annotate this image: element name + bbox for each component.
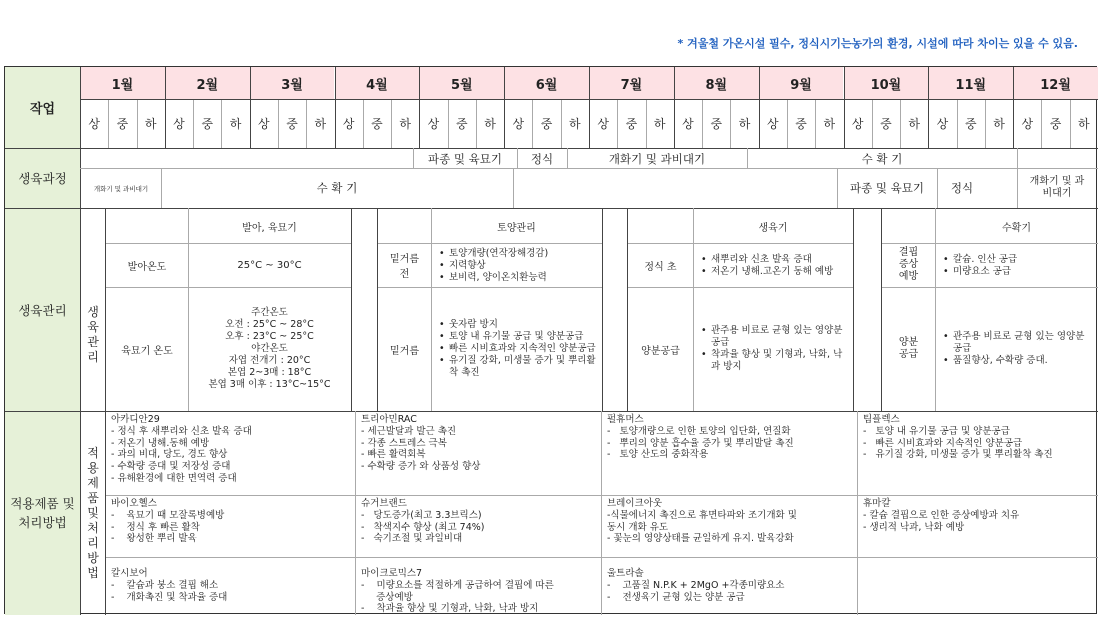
gp-row2-planting: 정식: [950, 181, 974, 195]
month-7-period-1: 상: [597, 117, 609, 131]
month-4-period-1: 상: [342, 117, 355, 131]
stage2-pre-label: 밑거름 전: [390, 254, 419, 280]
month-9-period-1: 상: [766, 117, 779, 131]
seedling-temp-line: 오후 : 23°C ~ 25°C: [225, 331, 314, 342]
gp-row2-flowering: 개화기 및 과비대기: [93, 184, 149, 193]
product-effect: - 토양 내 유기물 공급 및 양분공급: [863, 425, 1010, 437]
stage3-planting-label: 정식 초: [644, 261, 677, 273]
gp-row1-harvest: 수 확 기: [861, 152, 903, 166]
stage4-nutrient-item: • 품질향상, 수확량 증대.: [941, 355, 1096, 367]
management-vertical: 생 육 관 리: [87, 305, 99, 364]
month-8-period-3: 하: [738, 117, 751, 131]
month-9-period-2: 중: [795, 117, 807, 131]
stage3-nutrient-item: • 착과율 향상 및 기형과, 낙화, 낙과 방지: [699, 349, 851, 373]
product-effect: - 과의 비대, 당도, 경도 향상: [111, 449, 228, 461]
product-name: 휴마칼: [863, 498, 891, 509]
stage4-deficiency-item: • 미량요소 공급: [941, 266, 1017, 278]
product-effect: - 정식 후 빠른 활착: [111, 521, 200, 533]
seedling-temp-line: 주간온도: [251, 307, 288, 318]
month-5-period-2: 중: [455, 117, 468, 131]
product-card: [602, 558, 857, 615]
product-name: 마이크로믹스7: [361, 568, 423, 579]
stage4-deficiency-item: • 칼슘. 인산 공급: [941, 254, 1017, 266]
product-effect: - 착색지수 향상 (최고 74%): [361, 521, 485, 533]
month-12-period-3: 하: [1078, 117, 1090, 131]
month-3-period-2: 중: [286, 117, 298, 131]
stage2-base-item: • 유기질 강화, 미생물 증가 및 뿌리활착 촉진: [437, 355, 600, 379]
product-effect: - 각종 스트레스 극복: [361, 437, 447, 449]
month-11: 11월: [928, 67, 1013, 99]
month-8-period-2: 중: [710, 117, 723, 131]
month-2-period-2: 중: [201, 117, 214, 131]
product-effect: - 당도증가(최고 3.3브릭스): [361, 509, 482, 521]
month-4: 4월: [335, 67, 420, 99]
product-card: [858, 496, 1098, 557]
stage2-base-item: • 토양 내 유기물 공급 및 양분공급: [437, 331, 600, 343]
product-effect: - 전생육기 균형 있는 양분 공급: [607, 591, 745, 603]
product-effect: - 수확량 증대 및 저장성 증대: [111, 461, 231, 473]
product-effect: - 정식 후 새뿌리와 신초 발육 증대: [111, 425, 252, 437]
product-card: [858, 412, 1098, 495]
month-1-period-2: 중: [116, 117, 129, 131]
month-9-period-3: 하: [823, 117, 836, 131]
month-2-period-1: 상: [173, 117, 185, 131]
product-effect: -식물에너지 촉진으로 휴면타파와 조기개화 및: [607, 509, 797, 521]
product-name: 칼시보어: [111, 568, 148, 579]
stage1-title: 발아, 육묘기: [242, 222, 297, 234]
month-7: 7월: [589, 67, 674, 99]
stage2-base-item: • 웃자람 방지: [437, 319, 600, 331]
stage2-title: 토양관리: [497, 222, 536, 234]
month-5-period-1: 상: [427, 117, 440, 131]
month-1: 1월: [80, 67, 165, 99]
product-effect: - 왕성한 뿌리 발육: [111, 533, 197, 545]
month-4-period-3: 하: [399, 117, 411, 131]
stage4-deficiency-items: [941, 245, 1096, 287]
product-effect: 증상예방: [361, 591, 413, 603]
stage3-planting-item: • 새뿌리와 신초 발육 증대: [699, 254, 833, 266]
product-effect: - 착과율 향상 및 기형과, 낙화, 낙과 방지: [361, 603, 539, 615]
product-effect: - 육묘기 때 모잘록병예방: [111, 509, 225, 521]
product-effect: - 생리적 낙과, 낙화 예방: [863, 521, 965, 533]
gp-row2-harvest: 수 확 기: [316, 181, 358, 195]
stage4-deficiency-label: 결핍 증상 예방: [898, 247, 919, 282]
stage3-nutrient-items: [699, 289, 851, 409]
month-6-period-1: 상: [512, 117, 525, 131]
product-name: 아카디안29: [111, 414, 160, 425]
month-5: 5월: [419, 67, 504, 99]
month-1-period-1: 상: [88, 117, 100, 131]
product-effect: - 빠른 활력회복: [361, 449, 426, 461]
product-card: [356, 558, 601, 615]
stage1-germ-value: 25°C ~ 30°C: [237, 259, 302, 271]
product-name: 울트라솔: [607, 568, 644, 579]
product-card: [106, 558, 355, 615]
product-card: [106, 496, 355, 557]
product-card: [602, 496, 857, 557]
month-5-period-3: 하: [484, 117, 496, 131]
product-name: 바이오헬스: [111, 498, 157, 509]
stage1-germ-label: 발아온도: [127, 261, 167, 273]
stage2-pre-item: • 보비력, 양이온치환능력: [437, 272, 548, 284]
month-8: 8월: [674, 67, 759, 99]
product-effect: - 토양개량으로 인한 토양의 입단화, 연질화: [607, 425, 791, 437]
product-effect: 동시 개화 유도: [607, 521, 669, 533]
product-effect: - 토양 산도의 중화작용: [607, 449, 709, 461]
product-effect: - 빠른 시비효과와 지속적인 양분공급: [863, 437, 1023, 449]
seedling-temp-line: 야간온도: [251, 343, 288, 354]
month-6: 6월: [504, 67, 589, 99]
month-7-period-2: 중: [625, 117, 638, 131]
product-effect: - 고품질 N.P.K + 2MgO +각종미량요소: [607, 579, 785, 591]
stage4-title: 수확기: [1002, 222, 1031, 234]
product-card: [356, 496, 601, 557]
stage3-title: 생육기: [758, 222, 788, 234]
month-9: 9월: [759, 67, 844, 99]
product-name: 슈거브랜드: [361, 498, 407, 509]
product-effect: - 뿌리의 양분 흡수율 증가 및 뿌리발달 촉진: [607, 437, 794, 449]
month-3: 3월: [250, 67, 335, 99]
product-card: [356, 412, 601, 495]
seedling-temp-line: 본엽 3매 이후 : 13°C~15°C: [208, 379, 331, 390]
month-4-period-2: 중: [371, 117, 383, 131]
month-2: 2월: [165, 67, 250, 99]
gp-row2-flowering-end: 개화기 및 과비대기: [1029, 176, 1085, 199]
month-11-period-1: 상: [936, 117, 949, 131]
product-effect: - 수확량 증가 와 상품성 향상: [361, 461, 481, 473]
product-name: 팀플렉스: [863, 414, 900, 425]
gp-row1-planting: 정식: [530, 152, 554, 166]
management-label: 생육관리: [5, 208, 80, 411]
month-12-period-1: 상: [1021, 117, 1034, 131]
stage1-seedling-values: [188, 287, 351, 411]
stage2-base-label: 밑거름: [390, 345, 419, 357]
product-card: [106, 412, 355, 495]
product-effect: - 칼슘과 붕소 결핍 해소: [111, 579, 219, 591]
month-12: 12월: [1013, 67, 1098, 99]
stage2-base-item: • 빠른 시비효과와 지속적인 양분공급: [437, 343, 600, 355]
product-name: 펄휴머스: [607, 414, 644, 425]
product-effect: - 꽃눈의 영양상태를 균일하게 유지. 발육강화: [607, 533, 794, 545]
seedling-temp-line: 자엽 전개기 : 20°C: [228, 355, 311, 366]
stage4-nutrient-item: • 관주용 비료로 균형 있는 영양분 공급: [941, 331, 1096, 355]
stage2-pre-items: [437, 245, 602, 287]
month-8-period-1: 상: [682, 117, 694, 131]
month-10-period-1: 상: [851, 117, 864, 131]
product-effect: - 개화촉진 및 착과율 증대: [111, 591, 228, 603]
month-3-period-1: 상: [257, 117, 270, 131]
stage2-pre-item: • 지력향상: [437, 260, 548, 272]
product-effect: - 세근발달과 발근 촉진: [361, 425, 457, 437]
product-effect: - 저온기 냉해.동해 예방: [111, 437, 210, 449]
month-2-period-3: 하: [229, 117, 242, 131]
product-effect: - 유해환경에 대한 면역력 증대: [111, 472, 237, 484]
gp-row2-sowing: 파종 및 육묘기: [850, 181, 924, 195]
month-10-period-2: 중: [880, 117, 892, 131]
month-7-period-3: 하: [653, 117, 666, 131]
products-label: 적용제품 및 처리방법: [5, 411, 80, 615]
month-11-period-3: 하: [993, 117, 1005, 131]
month-6-period-3: 하: [569, 117, 581, 131]
stage3-planting-items: [699, 245, 851, 287]
gp-row1-sowing: 파종 및 육묘기: [428, 152, 502, 166]
stage3-nutrient-item: • 관주용 비료로 균형 있는 영양분 공급: [699, 325, 851, 349]
task-header: 작업: [5, 67, 80, 148]
stage1-seedling-label: 육묘기 온도: [121, 345, 173, 357]
growth-process-label: 생육과정: [5, 148, 80, 208]
stage4-nutrient-items: [941, 289, 1096, 409]
stage2-base-items: [437, 289, 600, 409]
product-effect: - 칼슘 결핍으로 인한 증상예방과 치유: [863, 509, 1020, 521]
product-name: 트리아민RAC: [361, 414, 417, 425]
product-name: 브레이크아웃: [607, 498, 663, 509]
month-10-period-3: 하: [908, 117, 920, 131]
stage3-nutrient-label: 양분공급: [641, 345, 680, 357]
footnote: * 겨울철 가온시설 필수, 정식시기는농가의 환경, 시설에 따라 차이는 있을 수 있음.: [677, 37, 1078, 50]
stage3-planting-item: • 저온기 냉해.고온기 동해 예방: [699, 266, 833, 278]
schedule-table: [4, 66, 1097, 614]
product-effect: - 미량요소를 적절하게 공급하여 결핍에 따른: [361, 579, 554, 591]
seedling-temp-line: 본엽 2~3매 : 18°C: [227, 367, 312, 378]
stage2-pre-item: • 토양개량(연작장해경감): [437, 248, 548, 260]
products-vertical: 적 용 제 품 및 처 리 방 법: [87, 446, 99, 580]
month-12-period-2: 중: [1049, 117, 1062, 131]
product-card: [602, 412, 857, 495]
product-effect: - 유기질 강화, 미생물 증가 및 뿌리활착 촉진: [863, 449, 1053, 461]
month-1-period-3: 하: [144, 117, 157, 131]
month-10: 10월: [844, 67, 929, 99]
seedling-temp-line: 오전 : 25°C ~ 28°C: [225, 319, 314, 330]
month-11-period-2: 중: [964, 117, 977, 131]
stage4-nutrient-label: 양분 공급: [898, 337, 919, 360]
product-effect: - 숙기조절 및 과일비대: [361, 533, 463, 545]
month-3-period-3: 하: [314, 117, 327, 131]
month-6-period-2: 중: [540, 117, 553, 131]
gp-row1-flowering: 개화기 및 과비대기: [608, 152, 706, 166]
